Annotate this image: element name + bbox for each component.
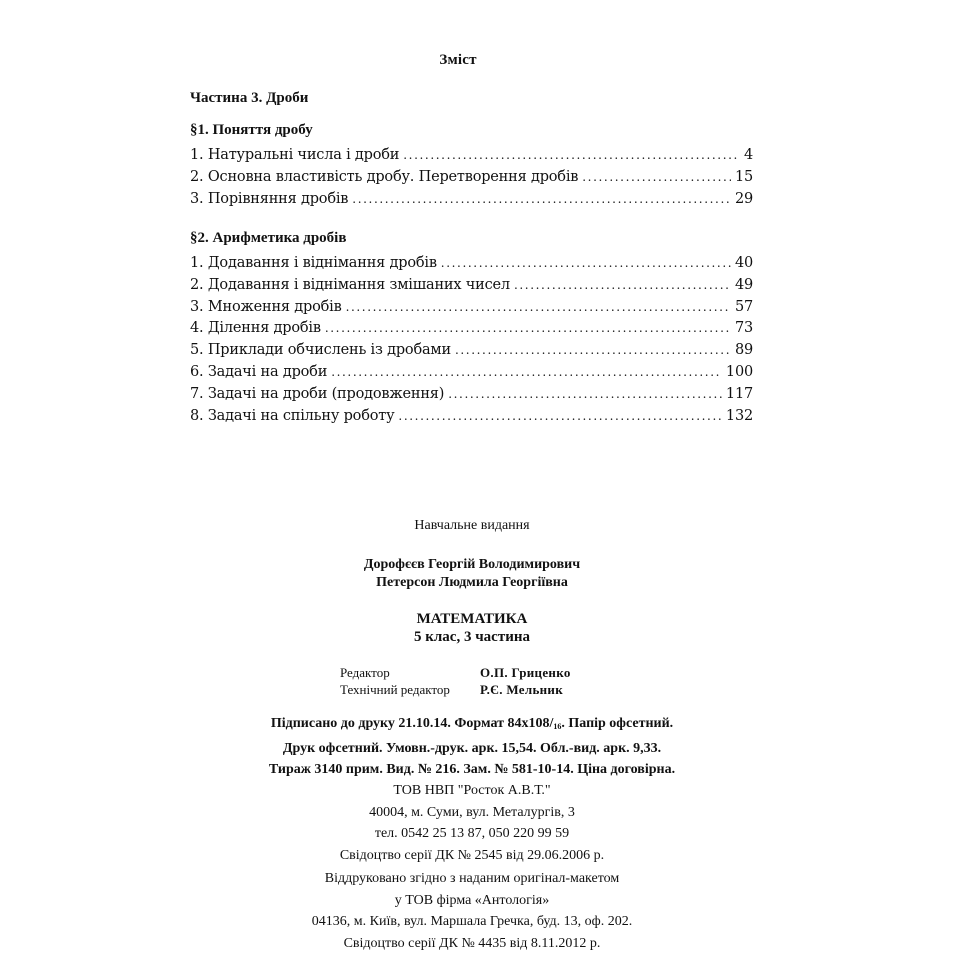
dot-leader <box>398 409 722 423</box>
toc-title: Зміст <box>439 52 477 68</box>
book-title-block <box>0 610 944 646</box>
printer <box>0 868 944 954</box>
toc-entry <box>190 364 753 386</box>
toc-entry-page: 15 <box>734 168 753 185</box>
author-name: Петерсон Людмила Георгіївна <box>376 575 568 590</box>
section-title-1: §1. Поняття дробу <box>190 122 313 138</box>
editor-row <box>340 664 571 681</box>
toc-entry-label: 7. Задачі на дроби (продовження) <box>190 385 445 402</box>
toc-entry-label: 5. Приклади обчислень із дробами <box>190 342 451 359</box>
edition-type: Навчальне видання <box>414 518 530 533</box>
toc-entry-page: 40 <box>734 255 753 271</box>
editor-name: Р.Є. Мельник <box>480 682 563 697</box>
toc-entry <box>190 299 753 321</box>
print-info-format: Підписано до друку 21.10.14. Формат 84х108/ <box>270 716 554 731</box>
editor-row <box>340 681 571 698</box>
toc-entry-label: 2. Додавання і віднімання змішаних чисел <box>190 276 510 293</box>
dot-leader <box>582 170 731 184</box>
printer-line: Свідоцтво серії ДК № 4435 від 8.11.2012 р. <box>343 935 601 951</box>
part-title: Частина 3. Дроби <box>190 90 309 106</box>
format-subscript: 16 <box>553 722 562 731</box>
print-info-line: Друк офсетний. Умовн.-друк. арк. 15,54. Обл.-вид. арк. 9,33. <box>282 740 662 756</box>
toc-entry-label: 8. Задачі на спільну роботу <box>190 407 395 424</box>
toc-entry-label: 1. Додавання і віднімання дробів <box>190 255 437 271</box>
dot-leader <box>346 300 731 314</box>
toc-entry-page: 49 <box>734 276 753 293</box>
publisher-line: 40004, м. Суми, вул. Металургів, 3 <box>369 804 575 820</box>
toc-entry <box>190 169 753 191</box>
toc-entry-page: 100 <box>725 363 753 380</box>
editor-name: О.П. Гриценко <box>480 665 571 680</box>
dot-leader <box>403 148 740 162</box>
dot-leader <box>331 365 722 379</box>
publisher-line: тел. 0542 25 13 87, 050 220 99 59 <box>374 826 570 841</box>
print-info-paper: . Папір офсетний. <box>561 716 674 731</box>
toc-entry <box>190 147 753 169</box>
author-name: Дорофєєв Георгій Володимирович <box>363 557 581 572</box>
toc-entry <box>190 320 753 342</box>
toc-entry-page: 117 <box>725 385 753 402</box>
toc-entry-page: 57 <box>734 298 753 315</box>
book-title: МАТЕМАТИКА <box>416 611 528 627</box>
toc-list-section-2 <box>190 255 753 429</box>
publisher-line: Свідоцтво серії ДК № 2545 від 29.06.2006 р. <box>339 847 605 863</box>
toc-entry-page: 132 <box>725 407 753 424</box>
dot-leader <box>514 278 731 292</box>
toc-entry-page: 73 <box>734 320 753 337</box>
toc-entry-label: 1. Натуральні числа і дроби <box>190 147 400 163</box>
editor-role: Технічний редактор <box>340 682 450 697</box>
toc-list-section-1 <box>190 147 753 212</box>
book-subtitle: 5 клас, 3 частина <box>414 629 530 645</box>
toc-entry <box>190 277 753 299</box>
publisher-line: ТОВ НВП "Росток А.В.Т." <box>393 783 551 798</box>
toc-entry-page: 89 <box>734 342 753 359</box>
section-title-2: §2. Арифметика дробів <box>190 230 347 246</box>
dot-leader <box>455 343 731 357</box>
toc-entry-page: 29 <box>734 190 753 207</box>
dot-leader <box>441 256 731 270</box>
printer-line: у ТОВ фірма «Антологія» <box>394 892 550 908</box>
toc-entry-label: 3. Порівняння дробів <box>190 190 349 207</box>
print-info-line <box>0 713 944 738</box>
dot-leader <box>325 321 731 335</box>
toc-entry <box>190 191 753 213</box>
printer-line: Віддруковано згідно з наданим оригінал-макетом <box>324 871 620 886</box>
toc-entry-page: 4 <box>743 147 753 163</box>
toc-entry-label: 2. Основна властивість дробу. Перетворення дробів <box>190 168 579 185</box>
dot-leader <box>448 387 722 401</box>
authors <box>0 556 944 592</box>
toc-entry-label: 6. Задачі на дроби <box>190 363 328 380</box>
editors <box>340 664 571 698</box>
publisher <box>0 780 944 866</box>
toc-entry-label: 4. Ділення дробів <box>190 320 321 337</box>
dot-leader <box>352 192 731 206</box>
print-info <box>0 713 944 781</box>
toc-entry <box>190 255 753 277</box>
toc-entry <box>190 342 753 364</box>
toc-entry-label: 3. Множення дробів <box>190 298 342 315</box>
editor-role: Редактор <box>340 665 390 680</box>
toc-entry <box>190 386 753 408</box>
print-info-line: Тираж 3140 прим. Вид. № 216. Зам. № 581-10-14. Ціна договірна. <box>268 762 676 777</box>
printer-line: 04136, м. Київ, вул. Маршала Гречка, буд. 13, оф. 202. <box>311 914 633 929</box>
toc-entry <box>190 408 753 430</box>
